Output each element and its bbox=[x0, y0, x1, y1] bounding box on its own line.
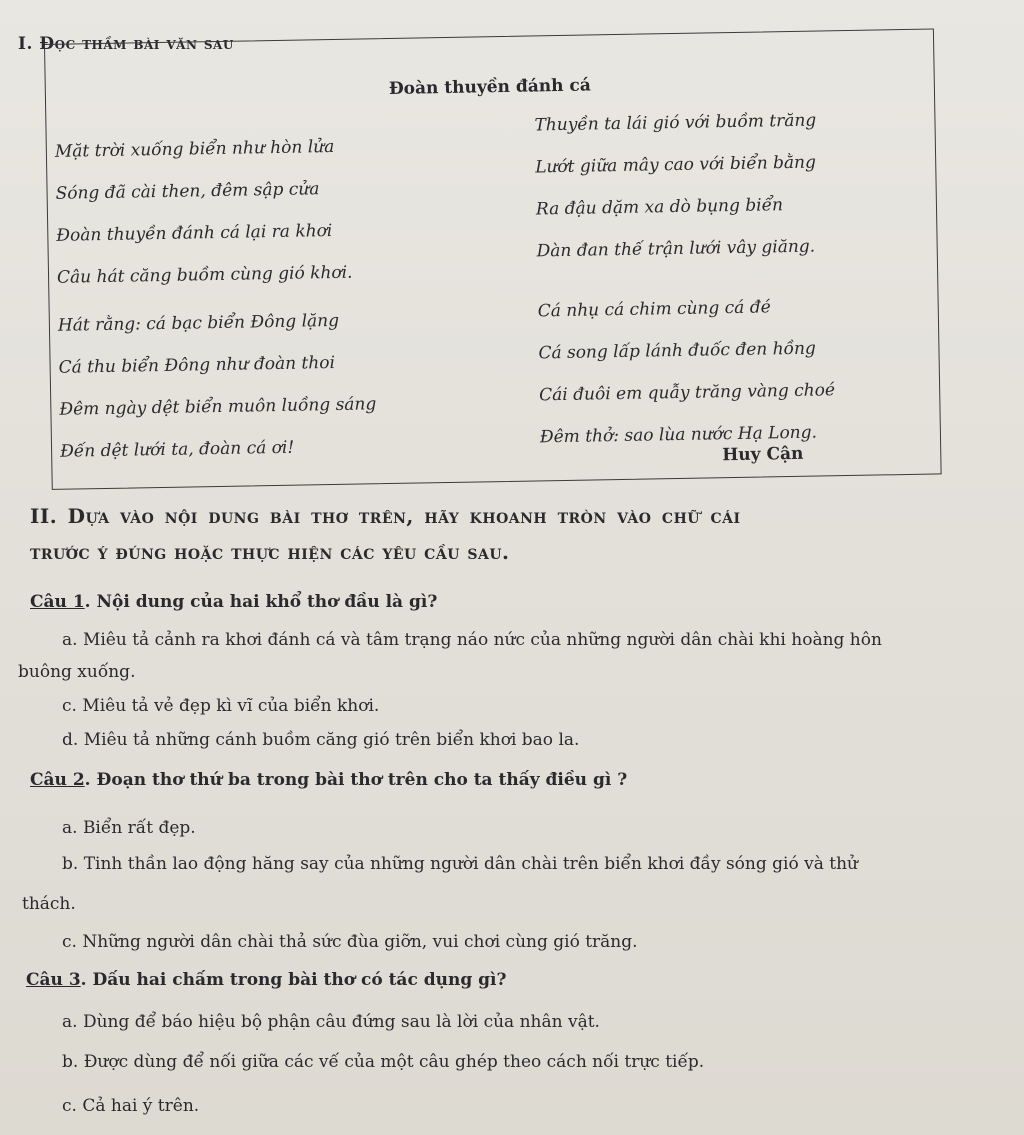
question-2 bbox=[30, 770, 627, 790]
poem-author: Huy Cận bbox=[722, 443, 804, 466]
poem-line: Đến dệt lưới ta, đoàn cá ơi! bbox=[59, 437, 295, 462]
poem-line: Cái đuôi em quẫy trăng vàng choé bbox=[539, 380, 836, 406]
poem-line: Dàn đan thế trận lưới vây giăng. bbox=[536, 236, 816, 262]
poem-line: Thuyền ta lái gió với buồm trăng bbox=[534, 110, 817, 136]
answer-option-continuation: thách. bbox=[22, 894, 76, 914]
poem-line: Cá song lấp lánh đuốc đen hồng bbox=[538, 338, 816, 364]
answer-option[interactable]: c. Những người dân chài thả sức đùa giỡn, vui chơi cùng gió trăng. bbox=[62, 932, 638, 952]
poem-stanza-4 bbox=[537, 285, 836, 458]
poem-line: Mặt trời xuống biển như hòn lửa bbox=[54, 136, 335, 162]
poem-line: Cá nhụ cá chim cùng cá đé bbox=[537, 297, 771, 322]
section-2-title-line-1: II. Dựa vào nội dung bài thơ trên, hãy khoanh tròn vào chữ cái bbox=[30, 504, 741, 528]
poem-line: Đêm ngày dệt biển muôn luồng sáng bbox=[59, 394, 377, 420]
answer-option[interactable]: a. Dùng để báo hiệu bộ phận câu đứng sau là lời của nhân vật. bbox=[62, 1012, 600, 1032]
poem-box bbox=[44, 28, 942, 489]
poem-line: Đêm thở: sao lùa nước Hạ Long. bbox=[539, 422, 818, 448]
answer-option[interactable]: c. Cả hai ý trên. bbox=[62, 1096, 200, 1116]
answer-option[interactable]: b. Được dùng để nối giữa các vế của một câu ghép theo cách nối trực tiếp. bbox=[62, 1052, 705, 1072]
poem-stanza-3 bbox=[534, 100, 819, 273]
poem-line: Câu hát căng buồm cùng gió khơi. bbox=[56, 262, 353, 288]
poem-line: Ra đậu dặm xa dò bụng biển bbox=[535, 195, 784, 220]
answer-option[interactable]: b. Tinh thần lao động hăng say của những người dân chài trên biển khơi đầy sóng gió và thử bbox=[62, 854, 858, 874]
answer-option-continuation: buông xuống. bbox=[18, 662, 136, 682]
question-1 bbox=[30, 592, 437, 612]
poem-stanza-2 bbox=[58, 299, 378, 473]
answer-option[interactable]: d. Miêu tả những cánh buồm căng gió trên biển khơi bao la. bbox=[62, 730, 580, 750]
poem-line: Sóng đã cài then, đêm sập cửa bbox=[55, 179, 320, 204]
poem-line: Lướt giữa mây cao với biển bằng bbox=[535, 152, 817, 178]
question-text: . Nội dung của hai khổ thơ đầu là gì? bbox=[84, 592, 438, 612]
poem-line: Cá thu biển Đông như đoàn thoi bbox=[58, 352, 336, 378]
answer-option[interactable]: c. Miêu tả vẻ đẹp kì vĩ của biển khơi. bbox=[62, 696, 380, 716]
section-2-title-line-2: trước ý đúng hoặc thực hiện các yêu cầu sau. bbox=[30, 540, 510, 564]
poem-stanza-1 bbox=[55, 126, 353, 299]
answer-option[interactable]: a. Miêu tả cảnh ra khơi đánh cá và tâm trạng náo nức của những người dân chài khi hoàng hôn bbox=[62, 630, 882, 650]
question-text: . Đoạn thơ thứ ba trong bài thơ trên cho ta thấy điều gì ? bbox=[84, 770, 628, 790]
question-text: . Dấu hai chấm trong bài thơ có tác dụng gì? bbox=[80, 970, 507, 990]
poem-line: Hát rằng: cá bạc biển Đông lặng bbox=[57, 310, 340, 336]
question-label: Câu 1 bbox=[30, 592, 85, 612]
section-1-title: I. Đọc thầm bài văn sau bbox=[18, 34, 234, 54]
poem-line: Đoàn thuyền đánh cá lại ra khơi bbox=[56, 220, 333, 246]
question-label: Câu 2 bbox=[30, 770, 85, 790]
answer-option[interactable]: a. Biển rất đẹp. bbox=[62, 818, 196, 838]
question-label: Câu 3 bbox=[26, 970, 81, 990]
poem-title: Đoàn thuyền đánh cá bbox=[388, 75, 591, 99]
question-3 bbox=[26, 970, 506, 990]
